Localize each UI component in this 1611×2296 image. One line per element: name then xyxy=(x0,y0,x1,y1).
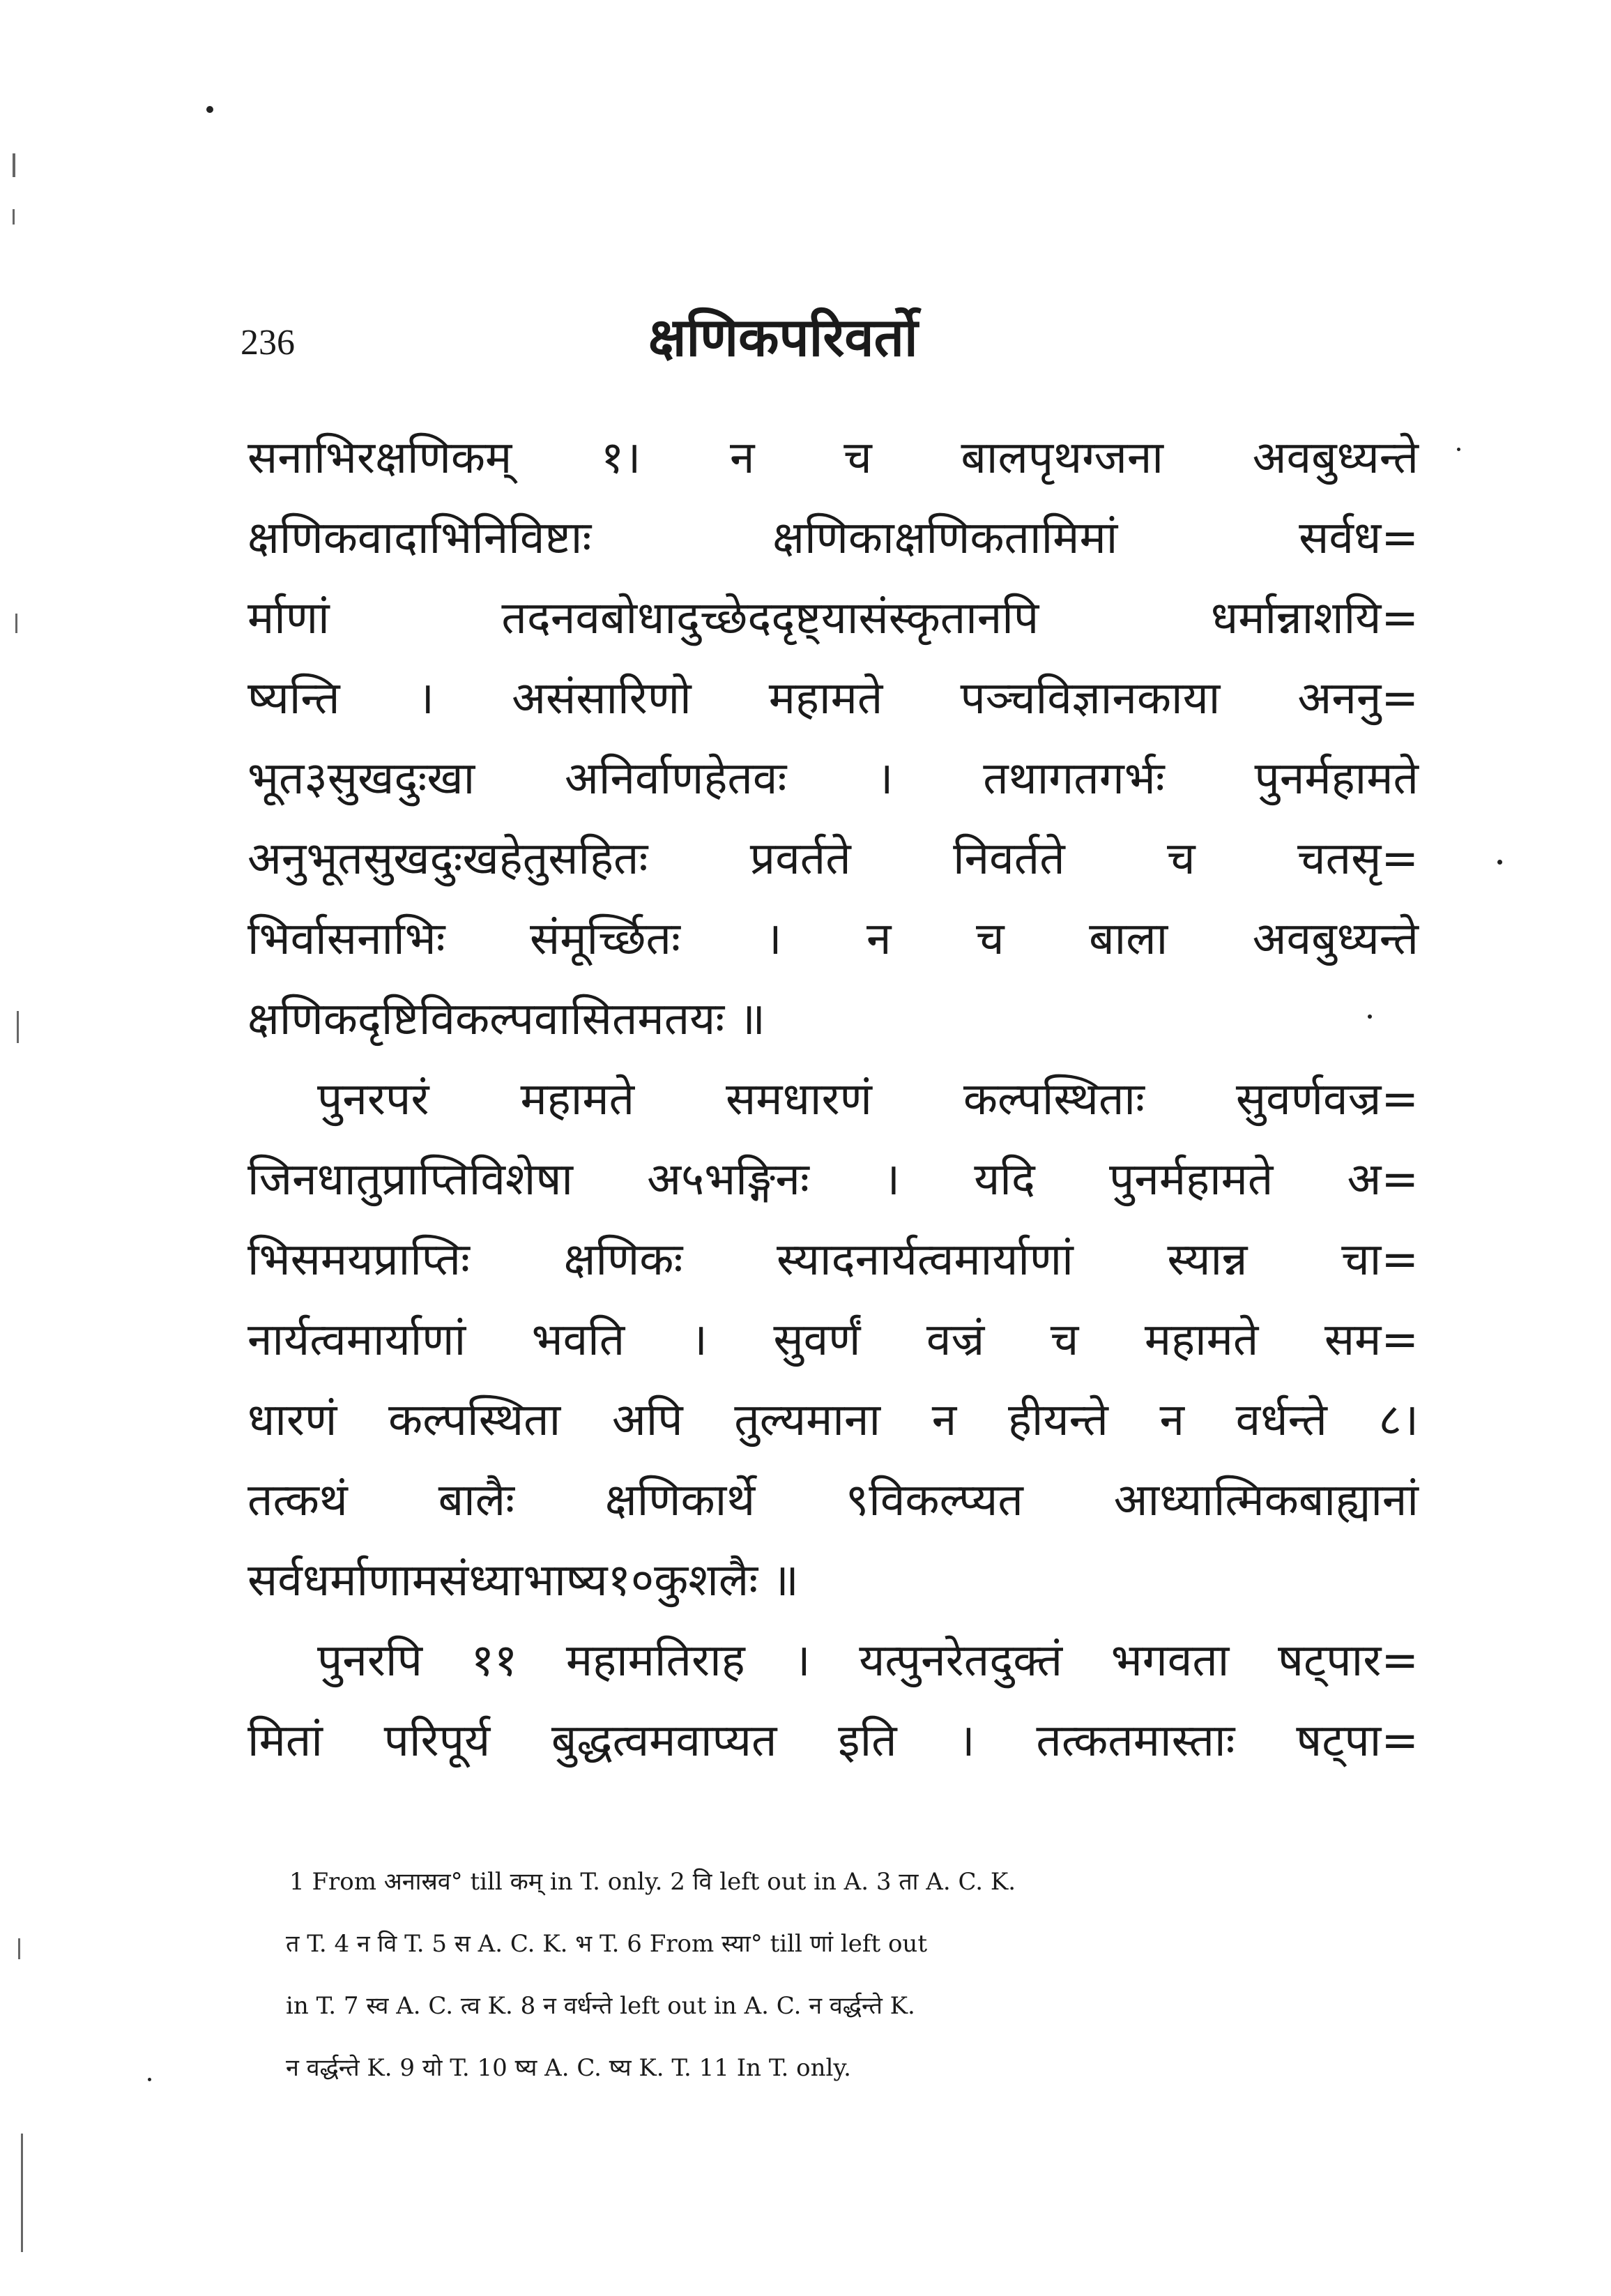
text-line: भिर्वासनाभिः संमूर्च्छितः । न च बाला अवबुध्यन्ते xyxy=(247,913,1419,965)
scan-mark xyxy=(13,153,15,177)
footnote-line: त T. 4 न वि T. 5 स A. C. K. भ T. 6 From स्या° till णां left out xyxy=(286,1930,927,1958)
ink-speck xyxy=(148,2078,151,2081)
text-line: क्षणिकदृष्टिविकल्पवासितमतयः ॥ xyxy=(247,994,765,1045)
text-line: सर्वधर्माणामसंध्याभाष्य१०कुशलैः ॥ xyxy=(247,1555,799,1606)
ink-speck xyxy=(206,106,213,113)
text-line: क्षणिकवादाभिनिविष्टाः क्षणिकाक्षणिकतामिमां सर्वध= xyxy=(247,512,1419,564)
page-number: 236 xyxy=(240,323,295,363)
footnote-line: 1 From अनास्रव° till कम् in T. only. 2 वि left out in A. 3 ता A. C. K. xyxy=(289,1868,1016,1896)
scan-mark xyxy=(17,1011,19,1043)
scan-mark xyxy=(13,209,15,225)
ink-speck xyxy=(1497,860,1502,865)
text-line: तत्कथं बालैः क्षणिकार्थे ९विकल्प्यत आध्यात्मिकबाह्यानां xyxy=(247,1475,1419,1526)
scan-mark xyxy=(18,1938,20,1959)
text-line: जिनधातुप्राप्तिविशेषा अ५भङ्गिनः । यदि पुनर्महामते अ= xyxy=(247,1154,1419,1206)
ink-speck xyxy=(1457,448,1460,451)
scan-mark xyxy=(21,2134,23,2252)
footnote-line: न वर्द्धन्ते K. 9 यो T. 10 ष्य A. C. ष्य K. T. 11 In T. only. xyxy=(286,2054,851,2082)
text-line: अनुभूतसुखदुःखहेतुसहितः प्रवर्तते निवर्तते च चतसृ= xyxy=(247,833,1419,885)
text-line: धारणं कल्पस्थिता अपि तुल्यमाना न हीयन्ते न वर्धन्ते ८। xyxy=(247,1394,1419,1446)
text-line: सनाभिरक्षणिकम् १। न च बालपृथग्जना अवबुध्यन्ते xyxy=(247,432,1419,484)
text-line: ष्यन्ति । असंसारिणो महामते पञ्चविज्ञानकाया अननु= xyxy=(247,673,1419,724)
text-line: पुनरपरं महामते समधारणं कल्पस्थिताः सुवर्णवज्र= xyxy=(317,1074,1419,1125)
text-line: भिसमयप्राप्तिः क्षणिकः स्यादनार्यत्वमार्याणां स्यान्न चा= xyxy=(247,1234,1419,1286)
scan-mark xyxy=(15,614,17,633)
footnote-line: in T. 7 स्व A. C. त्व K. 8 न वर्धन्ते left out in A. C. न वर्द्धन्ते K. xyxy=(286,1992,915,2020)
text-line: मितां परिपूर्य बुद्धत्वमवाप्यत इति । तत्कतमास्ताः षट्पा= xyxy=(247,1715,1419,1767)
text-line: भूत३सुखदुःखा अनिर्वाणहेतवः । तथागतगर्भः पुनर्महामते xyxy=(247,753,1419,805)
text-line: नार्यत्वमार्याणां भवति । सुवर्णं वज्रं च महामते सम= xyxy=(247,1314,1419,1366)
running-title: क्षणिकपरिवर्तो xyxy=(648,306,918,368)
text-line: पुनरपि ११ महामतिराह । यत्पुनरेतदुक्तं भगवता षट्पार= xyxy=(317,1635,1419,1687)
text-line: र्माणां तदनवबोधादुच्छेददृष्ट्यासंस्कृतानपि धर्मान्नाशयि= xyxy=(247,593,1419,644)
